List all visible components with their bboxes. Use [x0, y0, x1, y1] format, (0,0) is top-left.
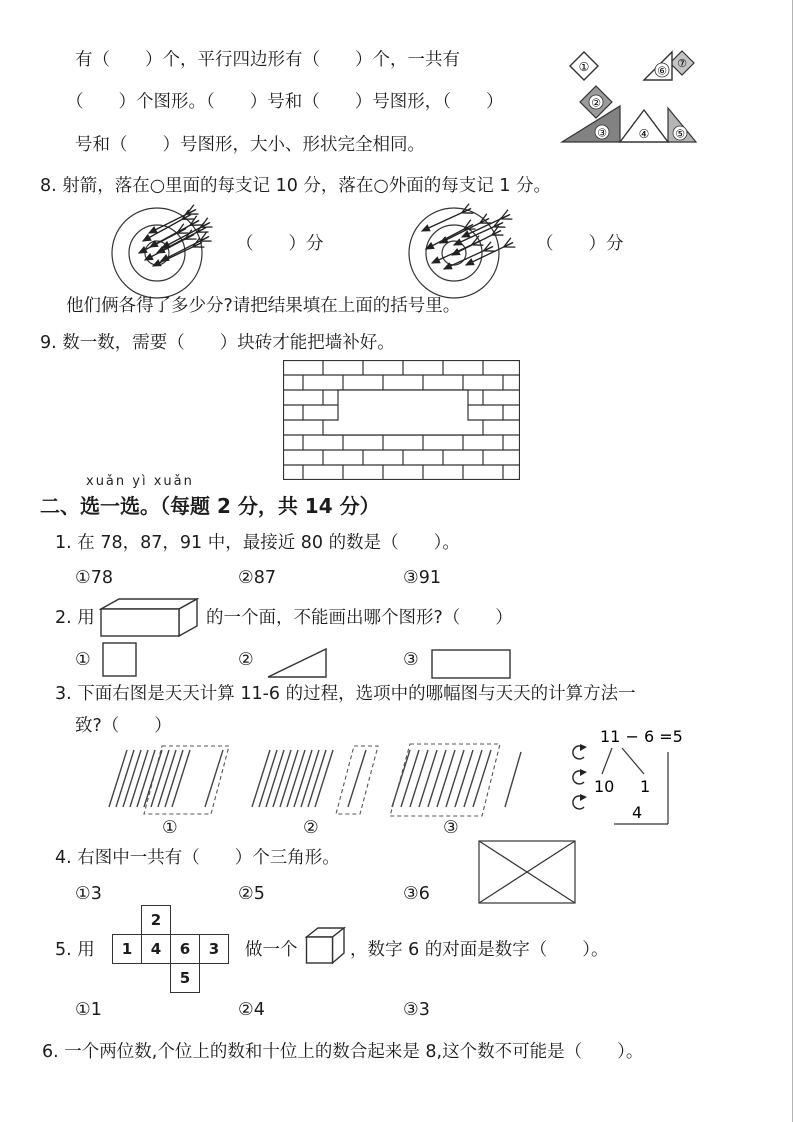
arrows-left: [139, 210, 209, 266]
c2-option-mark-2: ②: [238, 650, 254, 670]
c5-option-2: ②4: [238, 1000, 265, 1020]
tangram-label-4: ④: [638, 127, 650, 141]
c2-text-post: 的一个面，不能画出哪个图形?（ ）: [206, 608, 513, 628]
c5-option-1: ①1: [75, 1000, 102, 1020]
sticks-group-2: [248, 742, 383, 820]
diagram-part-one: 1: [640, 777, 651, 796]
c1-option-2: ②87: [238, 568, 276, 588]
cuboid-figure: [99, 596, 199, 638]
q8-text: 8. 射箭，落在○里面的每支记 10 分，落在○外面的每支记 1 分。: [40, 176, 551, 196]
q8-followup: 他们俩各得了多少分?请把结果填在上面的括号里。: [66, 296, 461, 316]
c2-option-mark-1: ①: [75, 650, 91, 670]
tangram-label-2: ②: [591, 96, 601, 110]
diagram-part-ten: 10: [594, 777, 615, 796]
tangram-label-3: ③: [597, 126, 607, 140]
option-triangle-figure: [266, 646, 328, 679]
c5-text-post: ，数字 6 的对面是数字（ ）。: [350, 940, 609, 960]
sticks-group-1: [105, 742, 240, 820]
tangram-label-7: ⑦: [677, 57, 687, 70]
decomposition-diagram: [592, 722, 757, 837]
diagram-expression: 11 − 6 =5: [600, 727, 683, 746]
q8-blank-left: （ ）分: [236, 234, 324, 254]
q9-text: 9. 数一数，需要（ ）块砖才能把墙补好。: [40, 333, 395, 353]
net-cell-row-1: 1: [112, 934, 142, 964]
section2-pinyin: xuǎn yì xuǎn: [86, 474, 194, 489]
c4-option-2: ②5: [238, 884, 265, 904]
net-cell-row-3: 6: [170, 934, 200, 964]
c3-group-label-1: ①: [162, 818, 178, 838]
q8-blank-right: （ ）分: [536, 234, 624, 254]
cube-figure: [305, 926, 347, 966]
q7-line-1: 有（ ）个，平行四边形有（ ）个，一共有: [75, 50, 460, 70]
c3-group-label-2: ②: [303, 818, 319, 838]
option-square-figure: [102, 642, 137, 677]
archery-target-left: [95, 203, 240, 299]
c4-text: 4. 右图中一共有（ ）个三角形。: [55, 848, 340, 868]
c6-text: 6. 一个两位数,个位上的数和十位上的数合起来是 8,这个数不可能是（ ）。: [42, 1042, 644, 1062]
c1-text: 1. 在 78，87，91 中，最接近 80 的数是（ ）。: [55, 533, 460, 553]
tangram-label-5: ⑤: [675, 127, 685, 141]
rectangle-with-diagonals-figure: [478, 840, 576, 904]
c4-option-3: ③6: [403, 884, 430, 904]
section2-title: 二、选一选。（每题 2 分，共 14 分）: [40, 494, 380, 518]
c2-option-mark-3: ③: [403, 650, 419, 670]
net-cell-top: 2: [141, 905, 171, 935]
cube-net-figure: [112, 905, 232, 995]
sticks-group-3: [388, 742, 523, 820]
tangram-label-6: ⑥: [657, 64, 667, 78]
c5-option-3: ③3: [403, 1000, 430, 1020]
net-cell-row-4: 3: [199, 934, 229, 964]
net-cell-bottom: 5: [170, 963, 200, 993]
c5-text-mid: 做一个: [245, 940, 298, 960]
c1-option-3: ③91: [403, 568, 441, 588]
curl-arrows: [566, 744, 590, 822]
net-cell-row-2: 4: [141, 934, 171, 964]
q7-line-2: （ ）个图形。（ ）号和（ ）号图形，（ ）: [66, 92, 504, 112]
option-rectangle-figure: [431, 649, 511, 679]
c5-text-pre: 5. 用: [55, 940, 95, 960]
diagram-result-four: 4: [632, 803, 643, 822]
tangram-figure: [556, 46, 698, 166]
c3-group-label-3: ③: [443, 818, 459, 838]
c3-line-2: 致?（ ）: [75, 716, 172, 736]
brick-wall-figure: [283, 360, 520, 480]
wall-hole: [323, 390, 483, 435]
q7-line-3: 号和（ ）号图形，大小、形状完全相同。: [75, 135, 425, 155]
tangram-label-1: ①: [578, 60, 590, 74]
c3-line-1: 3. 下面右图是天天计算 11-6 的过程，选项中的哪幅图与天天的计算方法一: [55, 684, 636, 704]
c4-option-1: ①3: [75, 884, 102, 904]
archery-target-right: [392, 203, 537, 299]
c1-option-1: ①78: [75, 568, 113, 588]
c2-text-pre: 2. 用: [55, 608, 95, 628]
